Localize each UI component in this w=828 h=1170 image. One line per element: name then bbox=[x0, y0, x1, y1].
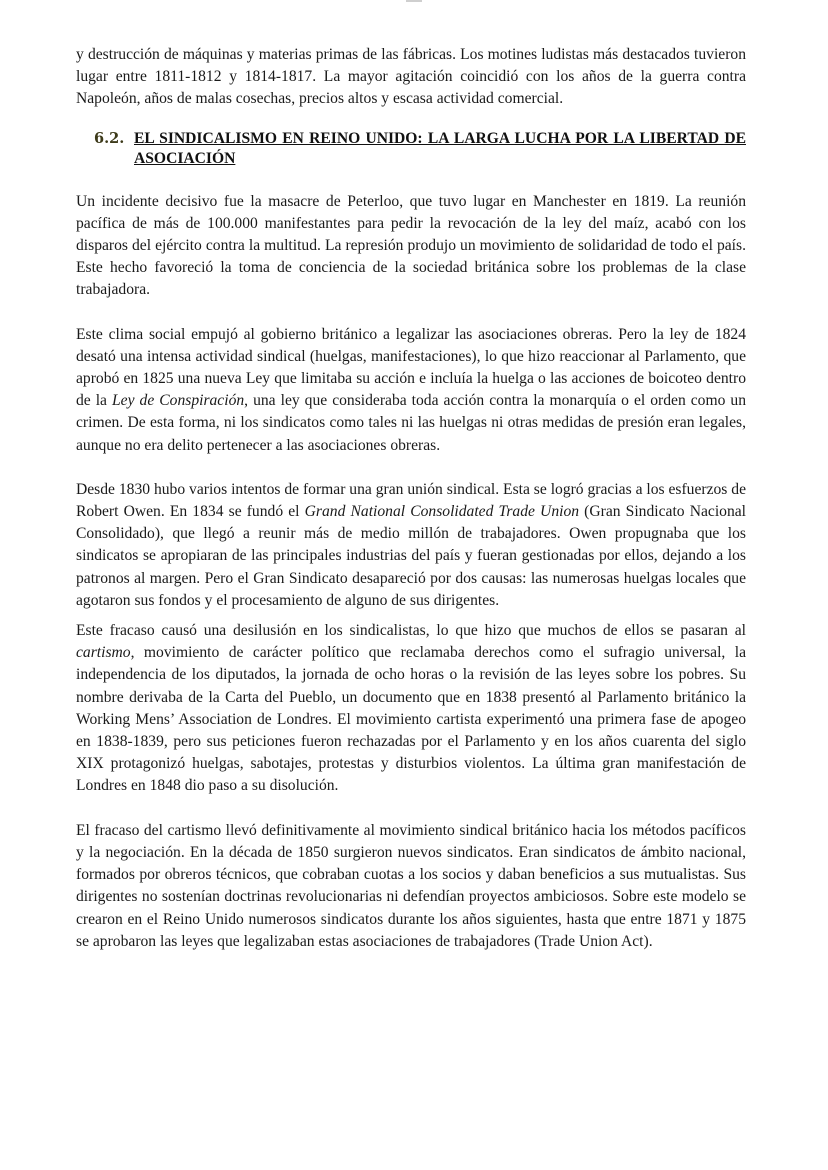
paragraph-peterloo: Un incidente decisivo fue la masacre de Peterloo, que tuvo lugar en Manchester en 1819. La reunión pacífica de más de 100.000 manifestantes para pedir la revocación de la ley del maíz, acabó con los disparos del ejército contra la multitud. La represión produjo un movimiento de solidaridad de todo el país. Este hecho favoreció la toma de conciencia de la sociedad británica sobre los problemas de la clase trabajadora. bbox=[76, 192, 746, 299]
page-top-marker bbox=[406, 0, 422, 2]
text-run: Este clima social empujó al gobierno británico a legalizar las asociaciones obreras. Pero la ley de 1824 desató una intensa actividad sindical (huelgas, manifestaciones), lo que hizo reaccionar al Parlamento, que aprobó en 1825 una nueva Ley que limitaba su acción e incluía la huelga o las acciones de boicoteo dentro de la bbox=[76, 325, 746, 410]
section-heading bbox=[76, 129, 746, 169]
italic-term: cartismo bbox=[76, 644, 131, 662]
paragraph-robert-owen bbox=[76, 479, 746, 612]
paragraph-ley-conspiracion bbox=[76, 324, 746, 457]
section-number: 6.2. bbox=[94, 129, 125, 147]
intro-paragraph: y destrucción de máquinas y materias primas de las fábricas. Los motines ludistas más destacados tuvieron lugar entre 1811-1812 y 1814-1817. La mayor agitación coincidió con los años de la guerra contra Napoleón, años de malas cosechas, precios altos y escasa actividad comercial. bbox=[76, 46, 746, 108]
paragraph-cartismo bbox=[76, 620, 746, 798]
paragraph-trade-union-act: El fracaso del cartismo llevó definitivamente al movimiento sindical británico hacia los métodos pacíficos y la negociación. En la década de 1850 surgieron nuevos sindicatos. Eran sindicatos de ámbito nacional, formados por obreros técnicos, que cobraban cuotas a los socios y daban beneficios a sus mutualistas. Sus dirigentes no sostenían doctrinas revolucionarias ni defendían proyectos ambiciosos. Sobre este modelo se crearon en el Reino Unido numerosos sindicatos durante los años siguientes, hasta que entre 1871 y 1875 se aprobaron las leyes que legalizaban estas asociaciones de trabajadores (Trade Union Act). bbox=[76, 821, 746, 950]
text-run: (Gran Sindicato Nacional Consolidado), que llegó a reunir más de medio millón de trabajadores. Owen propugnaba que los sindicatos se apropiaran de las principales industrias del país y fueran gestionadas por ellos, dejando a los patronos al margen. Pero el Gran Sindicato desapareció por dos causas: las numerosas huelgas locales que agotaron sus fondos y el procesamiento de alguno de sus dirigentes. bbox=[76, 503, 746, 609]
document-page bbox=[76, 44, 746, 953]
italic-term: Grand National Consolidated Trade Union bbox=[304, 503, 580, 521]
italic-term: Ley de Conspiración bbox=[112, 392, 245, 410]
text-run: Desde 1830 hubo varios intentos de formar una gran unión sindical. Esta se logró gracias a los esfuerzos de Robert Owen. En 1834 se fundó el bbox=[76, 480, 746, 521]
section-title: EL SINDICALISMO EN REINO UNIDO: LA LARGA LUCHA POR LA LIBERTAD DE ASOCIACIÓN bbox=[134, 129, 746, 167]
text-run: Este fracaso causó una desilusión en los sindicalistas, lo que hizo que muchos de ellos se pasaran al bbox=[76, 622, 746, 640]
text-run: , movimiento de carácter político que reclamaba derechos como el sufragio universal, la independencia de los diputados, la jornada de ocho horas o la revisión de las leyes sobre los pobres. Su nombre derivaba de la Carta del Pueblo, un documento que en 1838 presentó al Parlamento británico la Working Mens’ Association de Londres. El movimiento cartista experimentó una primera fase de apogeo en 1838-1839, pero sus peticiones fueron rechazadas por el Parlamento y en los años cuarenta del siglo XIX protagonizó huelgas, sabotajes, protestas y disturbios violentos. La última gran manifestación de Londres en 1848 dio paso a su disolución. bbox=[76, 644, 746, 795]
text-run: , una ley que consideraba toda acción contra la monarquía o el orden como un crimen. De esta forma, ni los sindicatos como tales ni las huelgas ni otras medidas de presión eran legales, aunque no era delito pertenecer a las asociaciones obreras. bbox=[76, 392, 746, 454]
